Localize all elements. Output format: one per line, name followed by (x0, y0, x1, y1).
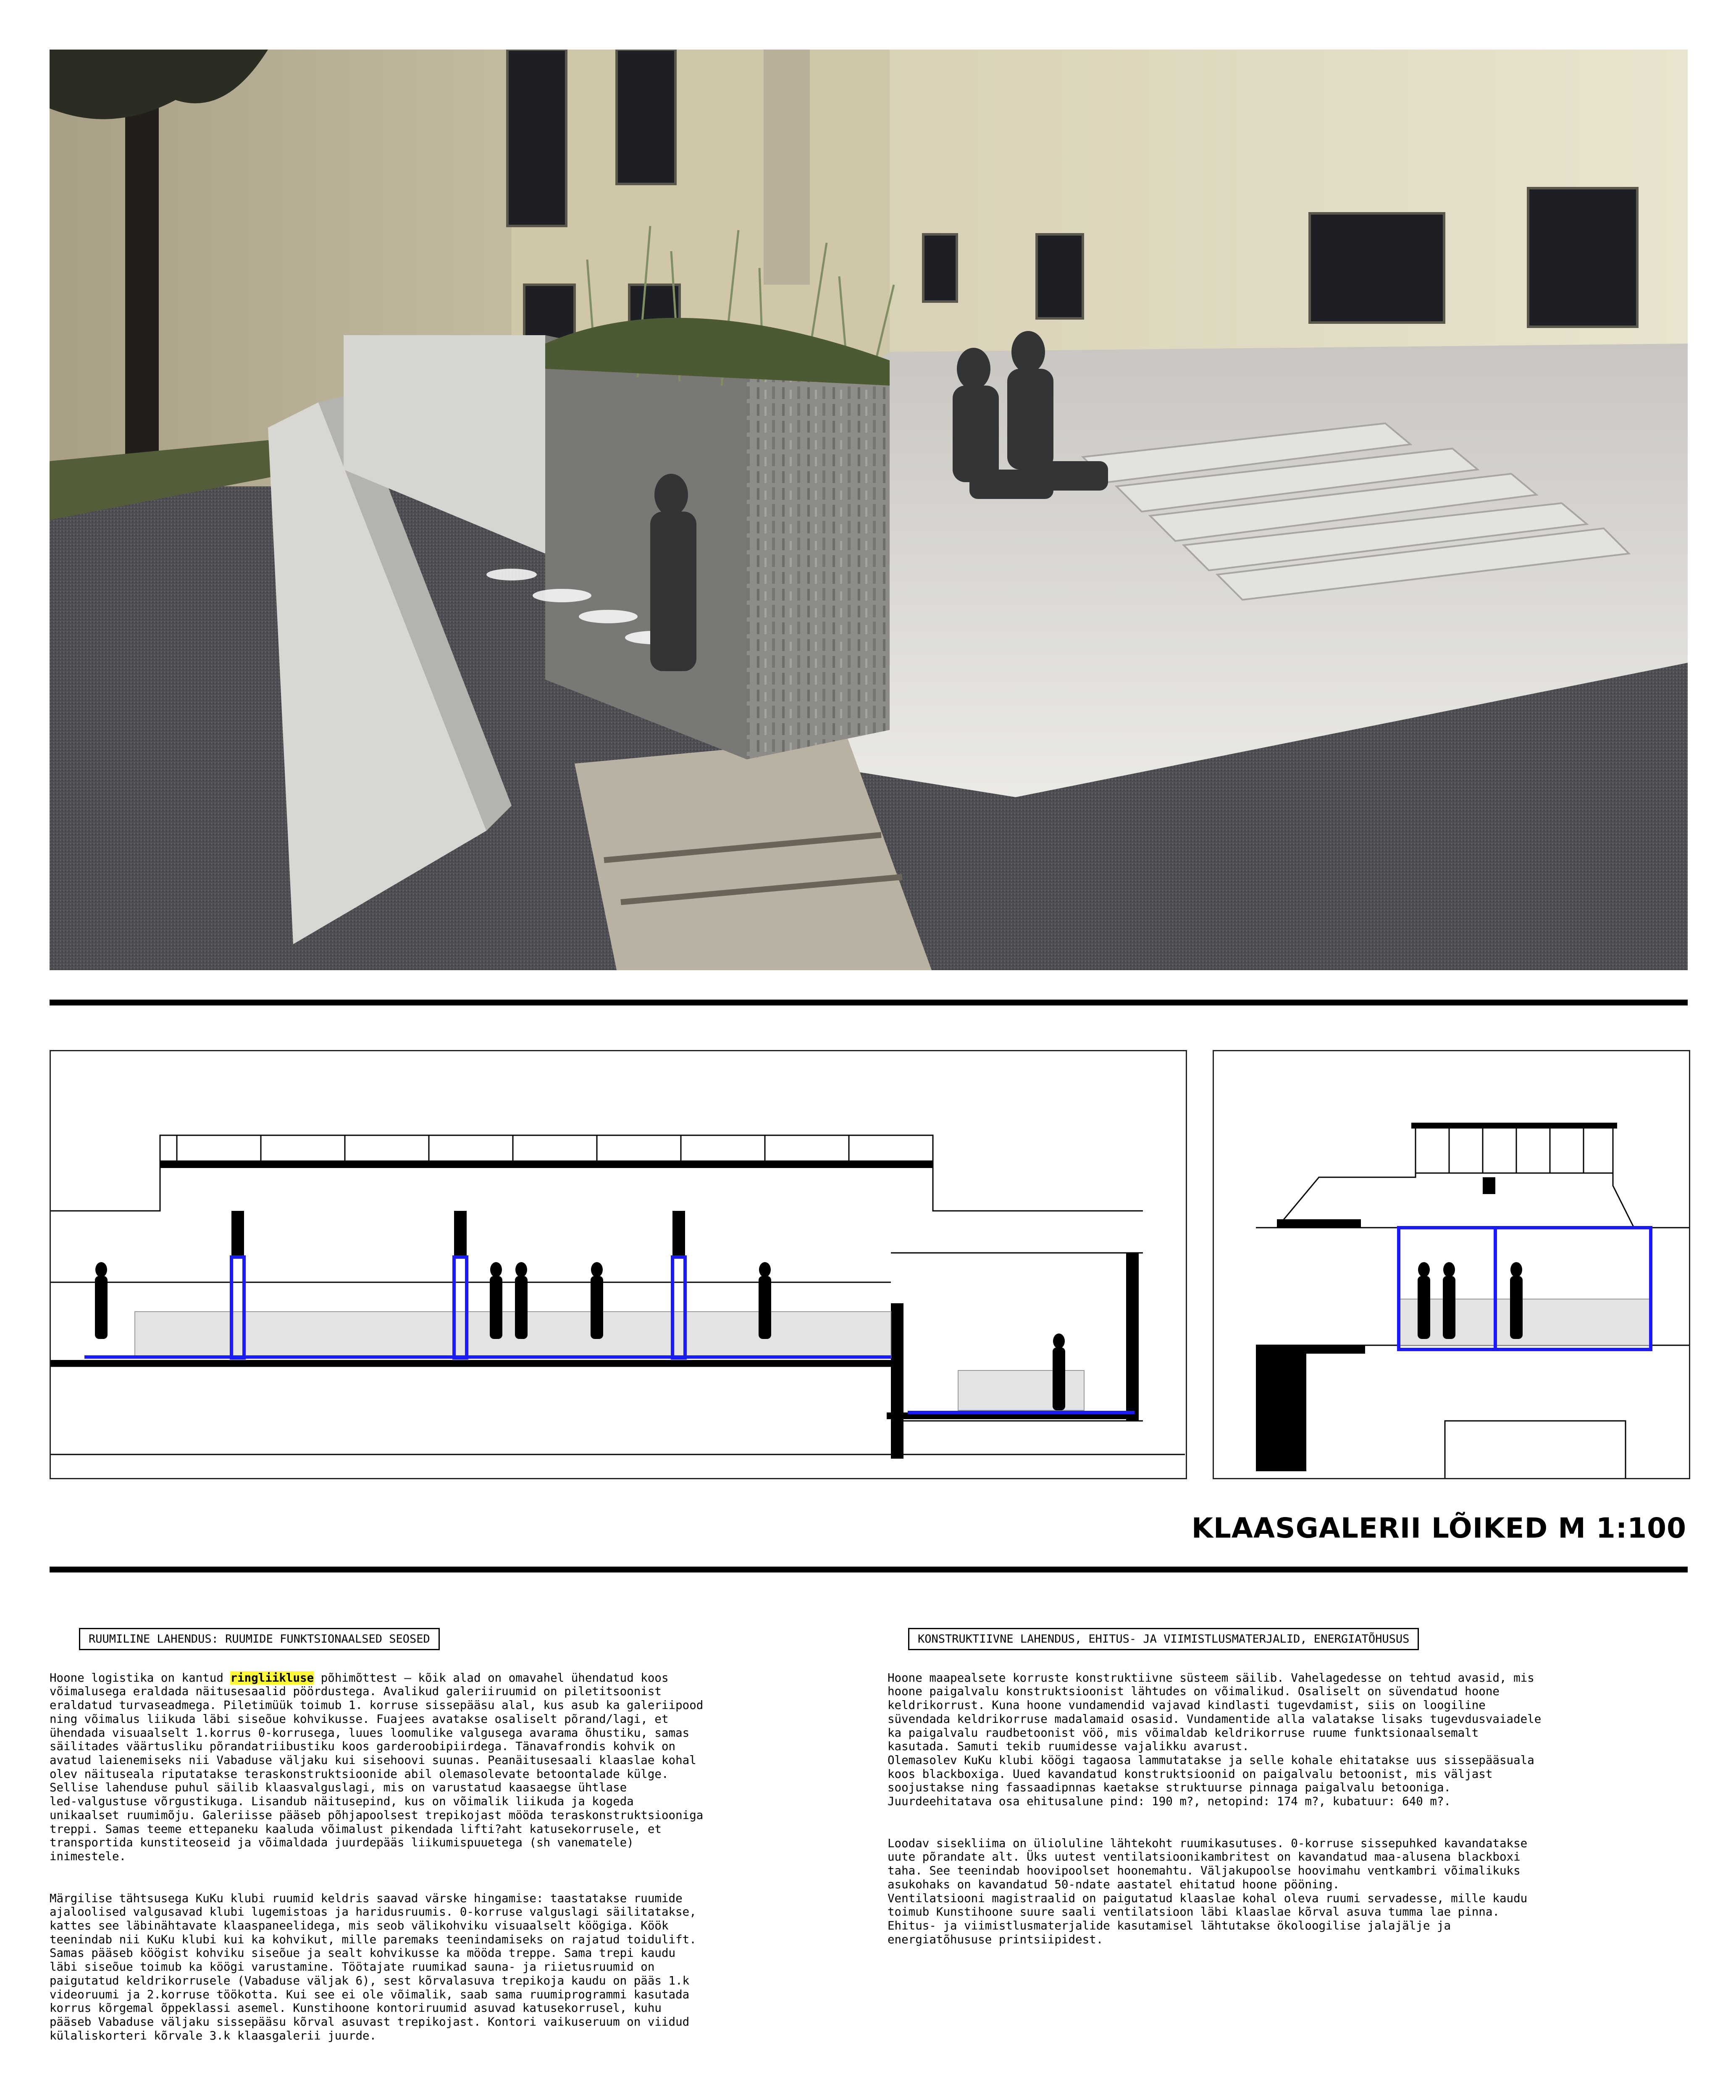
right-paragraph-2: Loodav sisekliima on ülioluline lähtekoht ruumikasutuses. 0-korruse sissepuhked kavandatakse uute põrandate alt. Üks uutest ventilatsioonikambritest on kavandatud maa-alusena blackboxi taha. See teenindab hoovipoolset hoonemahtu. Väljakupoolse hoovimahu ventkambri võimalikuks asukohaks on kavandatud 50-ndate aastatel ehitatud hoone pööning. Ventilatsiooni magistraalid on paigutatud klaaslae kohal oleva ruumi servadesse, mille kaudu toimub Kunstihoone suure saali ventilatsioon läbi klaaslae kõrval asuva tumma lae pinna. Ehitus- ja viimistlusmaterjalide kasutamisel lähtutakse ökoloogilise jalajälje ja energiatõhususe printsiipidest. (888, 1836, 1528, 1946)
right-column-text (888, 1657, 1688, 1974)
right-column-heading: KONSTRUKTIIVNE LAHENDUS, EHITUS- JA VIIMISTLUSMATERJALID, ENERGIATÕHUSUS (908, 1628, 1419, 1650)
divider-rule (50, 1000, 1688, 1005)
section-drawing-cross (1213, 1050, 1690, 1479)
left-paragraph-1: Hoone logistika on kantud ringliikluse põhimõttest – kõik alad on omavahel ühendatud koos võimalusega eraldada näitusesaalid pöördustega. Avalikud galeriiruumid on piletitsoonist eraldatud turvaseadmega. Piletimüük toimub 1. korruse sissepääsu alal, kus asub ka galeriipood ning võimalus liikuda läbi siseõue kohvikusse. Fuajees avatakse osaliselt põrand/lagi, et ühendada visuaalselt 1.korrus 0-korrusega, luues loomulike valgusega avarama õhustiku, samas säilitades väärtusliku põrandatriibustiku koos garderoobipiirdega. Tänavafrondis kohvik on avatud laienemiseks nii Vabaduse väljaku kui sisehoovi suunas. Peanäitusesaali klaaslae kohal olev näituseala riputatakse teraskonstruktsioonide abil olemasolevate betoontalade külge. Sellise lahenduse puhul säilib klaasvalguslagi, mis on varustatud kaasaegse ühtlase led-valgustuse võrgustikuga. Lisandub näitusepind, kus on võimalik liikuda ja kogeda unikaalset ruumimõju. Galeriisse pääseb põhjapoolsest trepikojast mööda teraskonstruktsiooniga treppi. Samas teeme ettepaneku kaaluda võimalust pikendada lifti?aht katusekorrusele, et transportida kunstiteoseid ja võimaldada juurdepääs liikumispuuetega (sh vanematele) inimestele. (50, 1671, 704, 1864)
left-column-text (50, 1657, 873, 2071)
divider-rule (50, 1567, 1688, 1572)
courtyard-render (50, 50, 1688, 970)
left-column-heading: RUUMILINE LAHENDUS: RUUMIDE FUNKTSIONAALSED SEOSED (79, 1628, 440, 1650)
right-paragraph-1: Hoone maapealsete korruste konstruktiivne süsteem säilib. Vahelagedesse on tehtud avasid, mis hoone paigalvalu konstruktsioonist lähtudes on võimalikud. Osaliselt on süvendatud hoone keldrikorrust. Kuna hoone vundamendid vajavad kindlasti tugevdamist, siis on loogiline süvendada keldrikorruse madalamaid osasid. Vundamentide alla valatakse lisaks tugevdusvaiadele ka paigalvalu raudbetoonist vöö, mis võimaldab keldrikorruse ruume funktsionaalsemalt kasutada. Samuti tekib ruumidesse vajalikku avarust. Olemasolev KuKu klubi köögi tagaosa lammutatakse ja selle kohale ehitatakse uus sissepääsuala koos blackboxiga. Uued kavandatud konstruktsioonid on paigalvalu betoonist, mis väljast soojustakse ning fassaadipnnas kaetakse struktuurse pinnaga paigalvalu betooniga. Juurdeehitatava osa ehitusalune pind: 190 m?, netopind: 174 m?, kubatuur: 640 m?. (888, 1671, 1542, 1809)
section-drawing-long (50, 1050, 1187, 1479)
left-paragraph-2: Märgilise tähtsusega KuKu klubi ruumid keldris saavad värske hingamise: taastatakse ruumide ajaloolised valgusavad klubi lugemistoas ja haridusruumis. 0-korruse valguslagi säilitatakse, kattes see läbinähtavate klaaspaneelidega, mis seob välikohviku visuaalselt köögiga. Köök teenindab nii KuKu klubi kui ka kohvikut, mille paremaks teenindamiseks on rajatud toidulift. Samas pääseb köögist kohviku siseõue ja sealt kohvikusse ka mööda treppe. Sama trepi kaudu läbi siseõue toimub ka köögi varustamine. Töötajate ruumikad sauna- ja riietusruumid on paigutatud keldrikorrusele (Vabaduse väljak 6), sest kõrvalasuva trepikoja kaudu on pääs 1.k videoruumi ja 2.korruse töökotta. Kui see ei ole võimalik, saab sama ruumiprogrammi kasutada korrus kõrgemal õppeklassi asemel. Kunstihoone kontoriruumid asuvad katusekorrusel, kuhu pääseb Vabaduse väljaku sissepääsu kõrval asuvast trepikojast. Kontori vaikuseruum on viidud külaliskorteri kõrvale 3.k klaasgalerii juurde. (50, 1891, 696, 2042)
highlight-ringliikluse: ringliikluse (230, 1671, 314, 1685)
sections-caption: KLAASGALERII LÕIKED M 1:100 (1191, 1512, 1686, 1544)
